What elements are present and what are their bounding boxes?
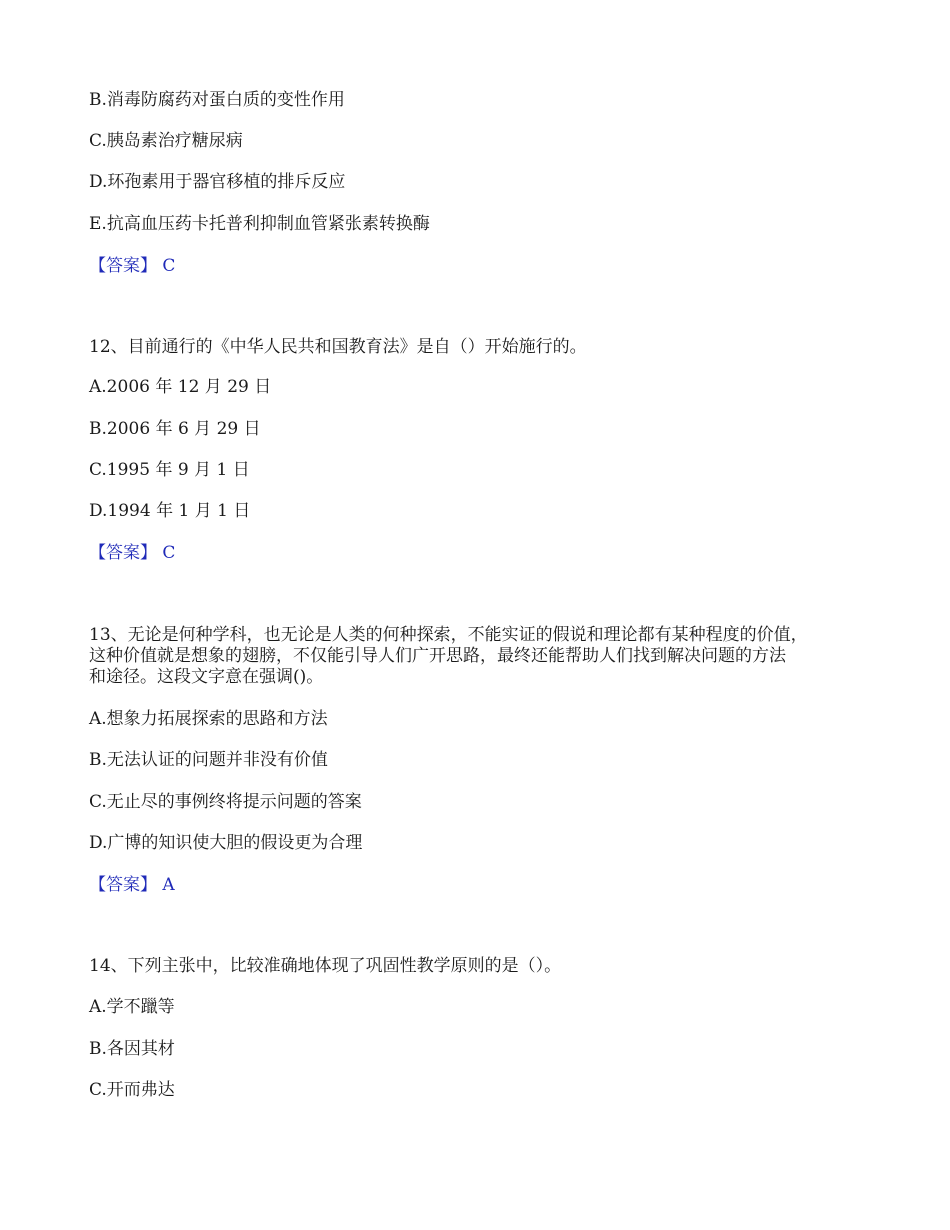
q13-option-b: B.无法认证的问题并非没有价值: [89, 750, 328, 770]
q14-option-c: C.开而弗达: [89, 1080, 175, 1100]
q12-option-d: D.1994 年 1 月 1 日: [89, 501, 251, 521]
q13-option-d: D.广博的知识使大胆的假设更为合理: [89, 833, 363, 853]
q11-option-b: B.消毒防腐药对蛋白质的变性作用: [89, 90, 345, 110]
q11-option-e: E.抗高血压药卡托普利抑制血管紧张素转换酶: [89, 214, 430, 234]
q12-option-b: B.2006 年 6 月 29 日: [89, 419, 261, 439]
q11-option-c: C.胰岛素治疗糖尿病: [89, 131, 243, 151]
q13-stem-line: 和途径。这段文字意在强调()。: [89, 667, 324, 687]
q14-stem: 14、下列主张中，比较准确地体现了巩固性教学原则的是（）。: [89, 956, 562, 976]
q12-answer: 【答案】 C: [89, 543, 176, 563]
q13-stem-line: 13、无论是何种学科，也无论是人类的何种探索，不能实证的假说和理论都有某种程度的价值，: [89, 625, 808, 645]
q13-option-a: A.想象力拓展探索的思路和方法: [89, 709, 328, 729]
q11-option-d: D.环孢素用于器官移植的排斥反应: [89, 172, 346, 192]
q11-answer: 【答案】 C: [89, 256, 176, 276]
q13-stem: [89, 625, 869, 688]
q13-answer: 【答案】 A: [89, 875, 175, 895]
q14-option-b: B.各因其材: [89, 1039, 175, 1059]
q12-stem: 12、目前通行的《中华人民共和国教育法》是自（）开始施行的。: [89, 337, 587, 357]
q13-option-c: C.无止尽的事例终将提示问题的答案: [89, 792, 362, 812]
q12-option-c: C.1995 年 9 月 1 日: [89, 460, 250, 480]
q13-stem-line: 这种价值就是想象的翅膀，不仅能引导人们广开思路，最终还能帮助人们找到解决问题的方法: [89, 646, 786, 666]
q14-option-a: A.学不躐等: [89, 997, 175, 1017]
q12-option-a: A.2006 年 12 月 29 日: [89, 377, 272, 397]
